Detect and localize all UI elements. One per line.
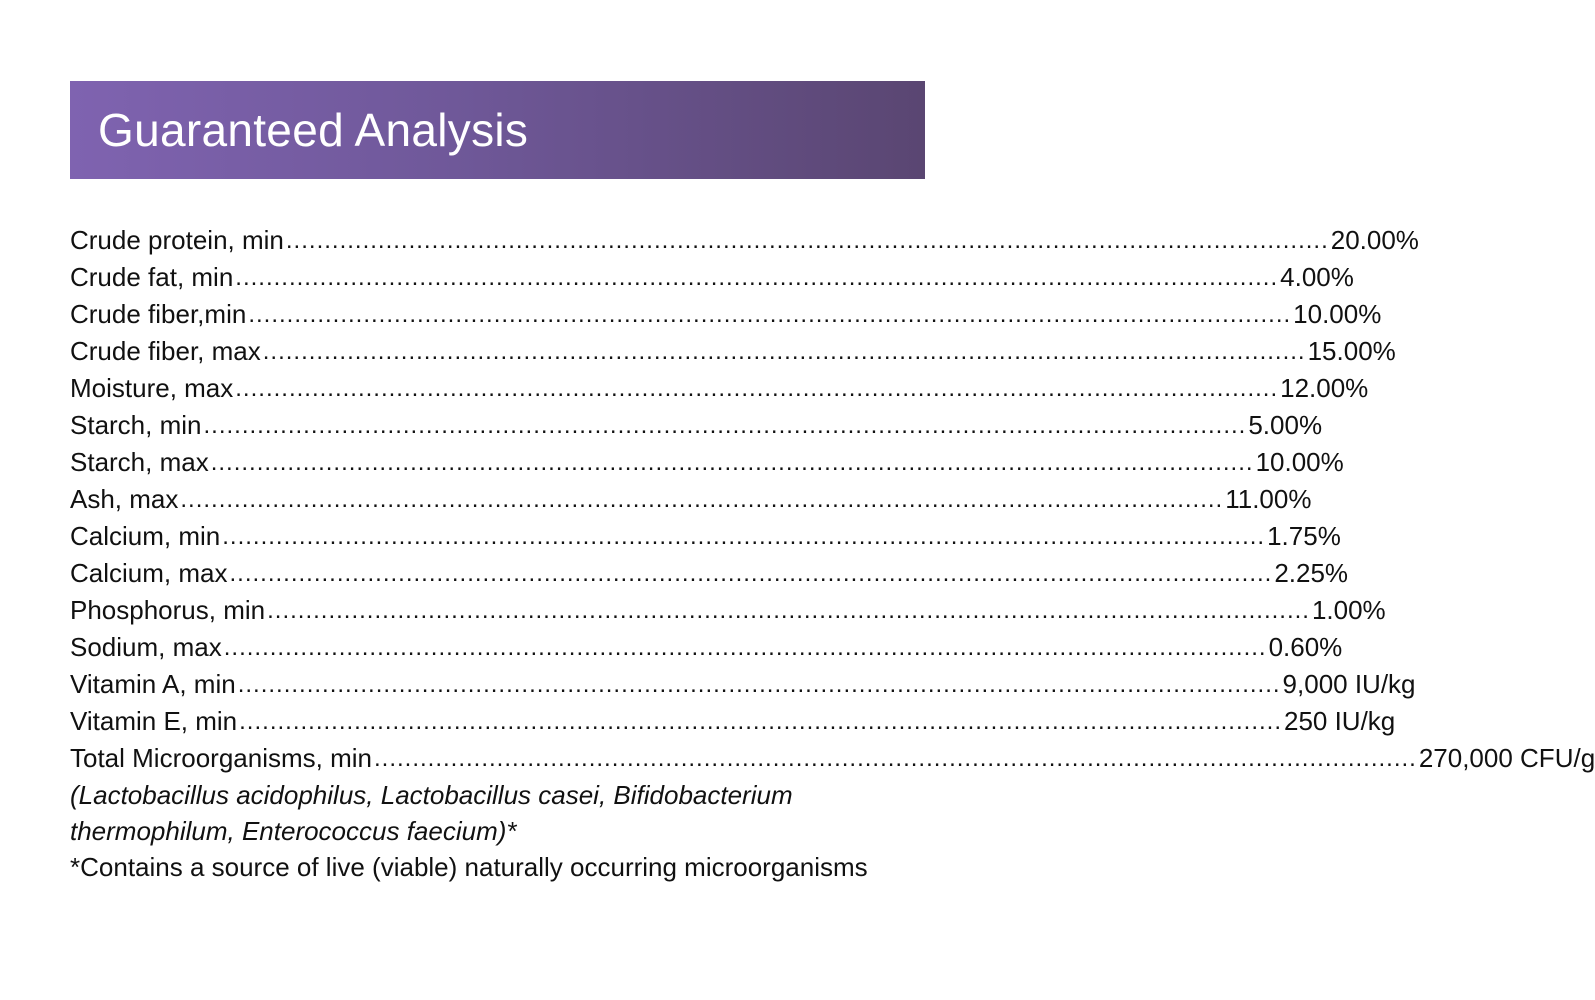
analysis-row xyxy=(70,703,1396,740)
analysis-value: 20.00% xyxy=(1330,225,1419,255)
dot-leader: ........................................................................................................................................ xyxy=(210,449,1254,476)
dot-leader: ........................................................................................................................................ xyxy=(235,375,1279,402)
analysis-row xyxy=(70,444,1344,481)
analysis-value: 9,000 IU/kg xyxy=(1282,669,1416,699)
footnote: *Contains a source of live (viable) naturally occurring microorganisms xyxy=(70,852,868,882)
dot-leader: ........................................................................................................................................ xyxy=(237,671,1281,698)
analysis-value: 2.25% xyxy=(1274,558,1349,588)
analysis-label: Ash, max xyxy=(70,484,179,514)
analysis-label: Starch, min xyxy=(70,410,202,440)
analysis-value: 15.00% xyxy=(1307,336,1396,366)
dot-leader: ........................................................................................................................................ xyxy=(285,227,1329,254)
analysis-value: 10.00% xyxy=(1255,447,1344,477)
analysis-value: 0.60% xyxy=(1268,632,1343,662)
analysis-row xyxy=(70,222,1419,259)
analysis-row xyxy=(70,296,1382,333)
analysis-row xyxy=(70,481,1312,518)
analysis-value: 1.00% xyxy=(1311,595,1386,625)
analysis-label: Crude fiber, max xyxy=(70,336,261,366)
analysis-label: Vitamin A, min xyxy=(70,669,236,699)
dot-leader: ........................................................................................................................................ xyxy=(222,523,1266,550)
analysis-label: Crude fiber,min xyxy=(70,299,247,329)
analysis-value: 250 IU/kg xyxy=(1283,706,1396,736)
analysis-row xyxy=(70,666,1416,703)
species-list-line-1: (Lactobacillus acidophilus, Lactobacillus casei, Bifidobacterium xyxy=(70,780,793,810)
analysis-row xyxy=(70,592,1386,629)
dot-leader: ........................................................................................................................................ xyxy=(262,338,1306,365)
analysis-label: Calcium, min xyxy=(70,521,221,551)
analysis-row xyxy=(70,555,1349,592)
dot-leader: ........................................................................................................................................ xyxy=(180,486,1224,513)
page-title: Guaranteed Analysis xyxy=(98,104,529,156)
header-banner xyxy=(70,81,925,179)
dot-leader: ........................................................................................................................................ xyxy=(235,264,1279,291)
analysis-row xyxy=(70,407,1323,444)
analysis-row xyxy=(70,518,1341,555)
analysis-value: 1.75% xyxy=(1267,521,1341,551)
analysis-value: 12.00% xyxy=(1280,373,1369,403)
dot-leader: ........................................................................................................................................ xyxy=(373,745,1417,772)
analysis-label: Crude fat, min xyxy=(70,262,234,292)
dot-leader: ........................................................................................................................................ xyxy=(239,708,1282,735)
analysis-label: Total Microorganisms, min xyxy=(70,743,372,773)
analysis-row xyxy=(70,259,1354,296)
species-list-line-2: thermophilum, Enterococcus faecium)* xyxy=(70,816,517,846)
analysis-row xyxy=(70,629,1343,666)
analysis-value: 10.00% xyxy=(1293,299,1382,329)
dot-leader: ........................................................................................................................................ xyxy=(203,412,1247,439)
analysis-label: Vitamin E, min xyxy=(70,706,238,736)
analysis-label: Phosphorus, min xyxy=(70,595,266,625)
analysis-row xyxy=(70,740,1595,777)
dot-leader: ........................................................................................................................................ xyxy=(248,301,1292,328)
dot-leader: ........................................................................................................................................ xyxy=(267,597,1310,624)
analysis-label: Sodium, max xyxy=(70,632,222,662)
analysis-label: Starch, max xyxy=(70,447,209,477)
analysis-row xyxy=(70,370,1369,407)
analysis-value: 11.00% xyxy=(1225,484,1312,514)
analysis-label: Calcium, max xyxy=(70,558,228,588)
analysis-value: 5.00% xyxy=(1248,410,1323,440)
analysis-value: 4.00% xyxy=(1280,262,1354,292)
analysis-label: Moisture, max xyxy=(70,373,234,403)
dot-leader: ........................................................................................................................................ xyxy=(229,560,1273,587)
analysis-row xyxy=(70,333,1396,370)
dot-leader: ........................................................................................................................................ xyxy=(223,634,1267,661)
analysis-label: Crude protein, min xyxy=(70,225,284,255)
analysis-list xyxy=(70,222,1595,777)
analysis-value: 270,000 CFU/g xyxy=(1418,743,1595,773)
